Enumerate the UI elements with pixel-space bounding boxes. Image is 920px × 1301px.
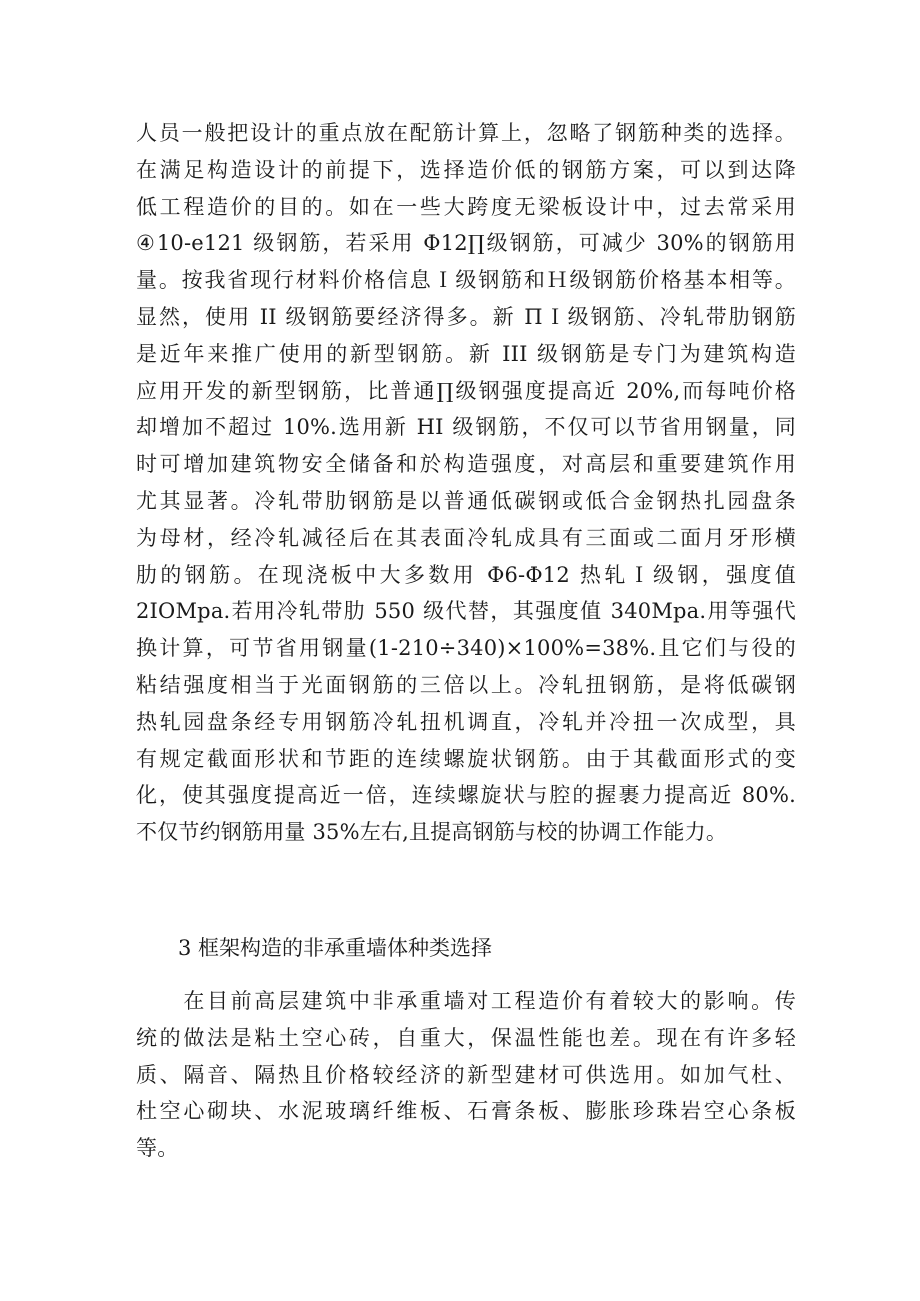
paragraph-steel-selection [136, 115, 796, 851]
paragraph-line: 换计算，可节省用钢量(1-210÷340)×100%=38%.且它们与役的 [136, 636, 796, 661]
paragraph-line: 低工程造价的目的。如在一些大跨度无梁板设计中，过去常采用 [136, 194, 796, 219]
paragraph-line: 应用开发的新型钢筋，比普通∏级钢强度提高近 20%,而每吨价格 [136, 378, 796, 403]
paragraph-line: 量。按我省现行材料价格信息Ｉ级钢筋和Ｈ级钢筋价格基本相等。 [136, 268, 796, 293]
paragraph-line: ④10-e121 级钢筋，若采用 Φ12∏级钢筋，可减少 30%的钢筋用 [136, 231, 796, 256]
paragraph-line: 等。 [136, 1136, 179, 1161]
paragraph-line: 有规定截面形状和节距的连续螺旋状钢筋。由于其截面形式的变 [136, 746, 796, 771]
paragraph-line: 是近年来推广使用的新型钢筋。新 III 级钢筋是专门为建筑构造 [136, 341, 796, 366]
paragraph-line: 肋的钢筋。在现浇板中大多数用 Φ6-Φ12 热轧Ｉ级钢，强度值 [136, 562, 796, 587]
paragraph-line: 显然，使用 II 级钢筋要经济得多。新 ΠＩ级钢筋、冷轧带肋钢筋 [136, 304, 796, 329]
paragraph-line: 尤其显著。冷轧带肋钢筋是以普通低碳钢或低合金钢热扎园盘条 [136, 488, 796, 513]
paragraph-line: 人员一般把设计的重点放在配筋计算上，忽略了钢筋种类的选择。 [136, 121, 796, 145]
paragraph-line: 在满足构造设计的前提下，选择造价低的钢筋方案，可以到达降 [136, 157, 796, 182]
paragraph-nonbearing-walls [136, 983, 796, 1167]
paragraph-line: 在目前高层建筑中非承重墙对工程造价有着较大的影响。传 [136, 989, 796, 1013]
paragraph-line: 为母材，经冷轧减径后在其表面冷轧成具有三面或二面月牙形横 [136, 525, 796, 550]
section-heading: 3 框架构造的非承重墙体种类选择 [178, 936, 493, 960]
paragraph-line: 不仅节约钢筋用量 35%左右,且提高钢筋与校的协调工作能力。 [136, 820, 728, 845]
paragraph-line: 杜空心砌块、水泥玻璃纤维板、石膏条板、膨胀珍珠岩空心条板 [136, 1099, 796, 1124]
paragraph-line: 时可增加建筑物安全储备和於构造强度，对高层和重要建筑作用 [136, 452, 796, 477]
paragraph-line: 化，使其强度提高近一倍，连续螺旋状与腔的握裹力提高近 80%. [136, 783, 796, 808]
paragraph-line: 粘结强度相当于光面钢筋的三倍以上。冷轧扭钢筋，是将低碳钢 [136, 672, 796, 697]
paragraph-line: 质、隔音、隔热且价格较经济的新型建材可供选用。如加气杜、 [136, 1062, 796, 1087]
paragraph-line: 统的做法是粘土空心砖，自重大，保温性能也差。现在有许多轻 [136, 1025, 796, 1050]
paragraph-line: 却增加不超过 10%.选用新 HI 级钢筋，不仅可以节省用钢量，同 [136, 415, 796, 440]
paragraph-line: 热轧园盘条经专用钢筋冷轧扭机调直，冷轧并冷扭一次成型，具 [136, 709, 796, 734]
paragraph-line: 2IOMpa.若用冷轧带肋 550 级代替，其强度值 340Mpa.用等强代 [136, 599, 796, 624]
